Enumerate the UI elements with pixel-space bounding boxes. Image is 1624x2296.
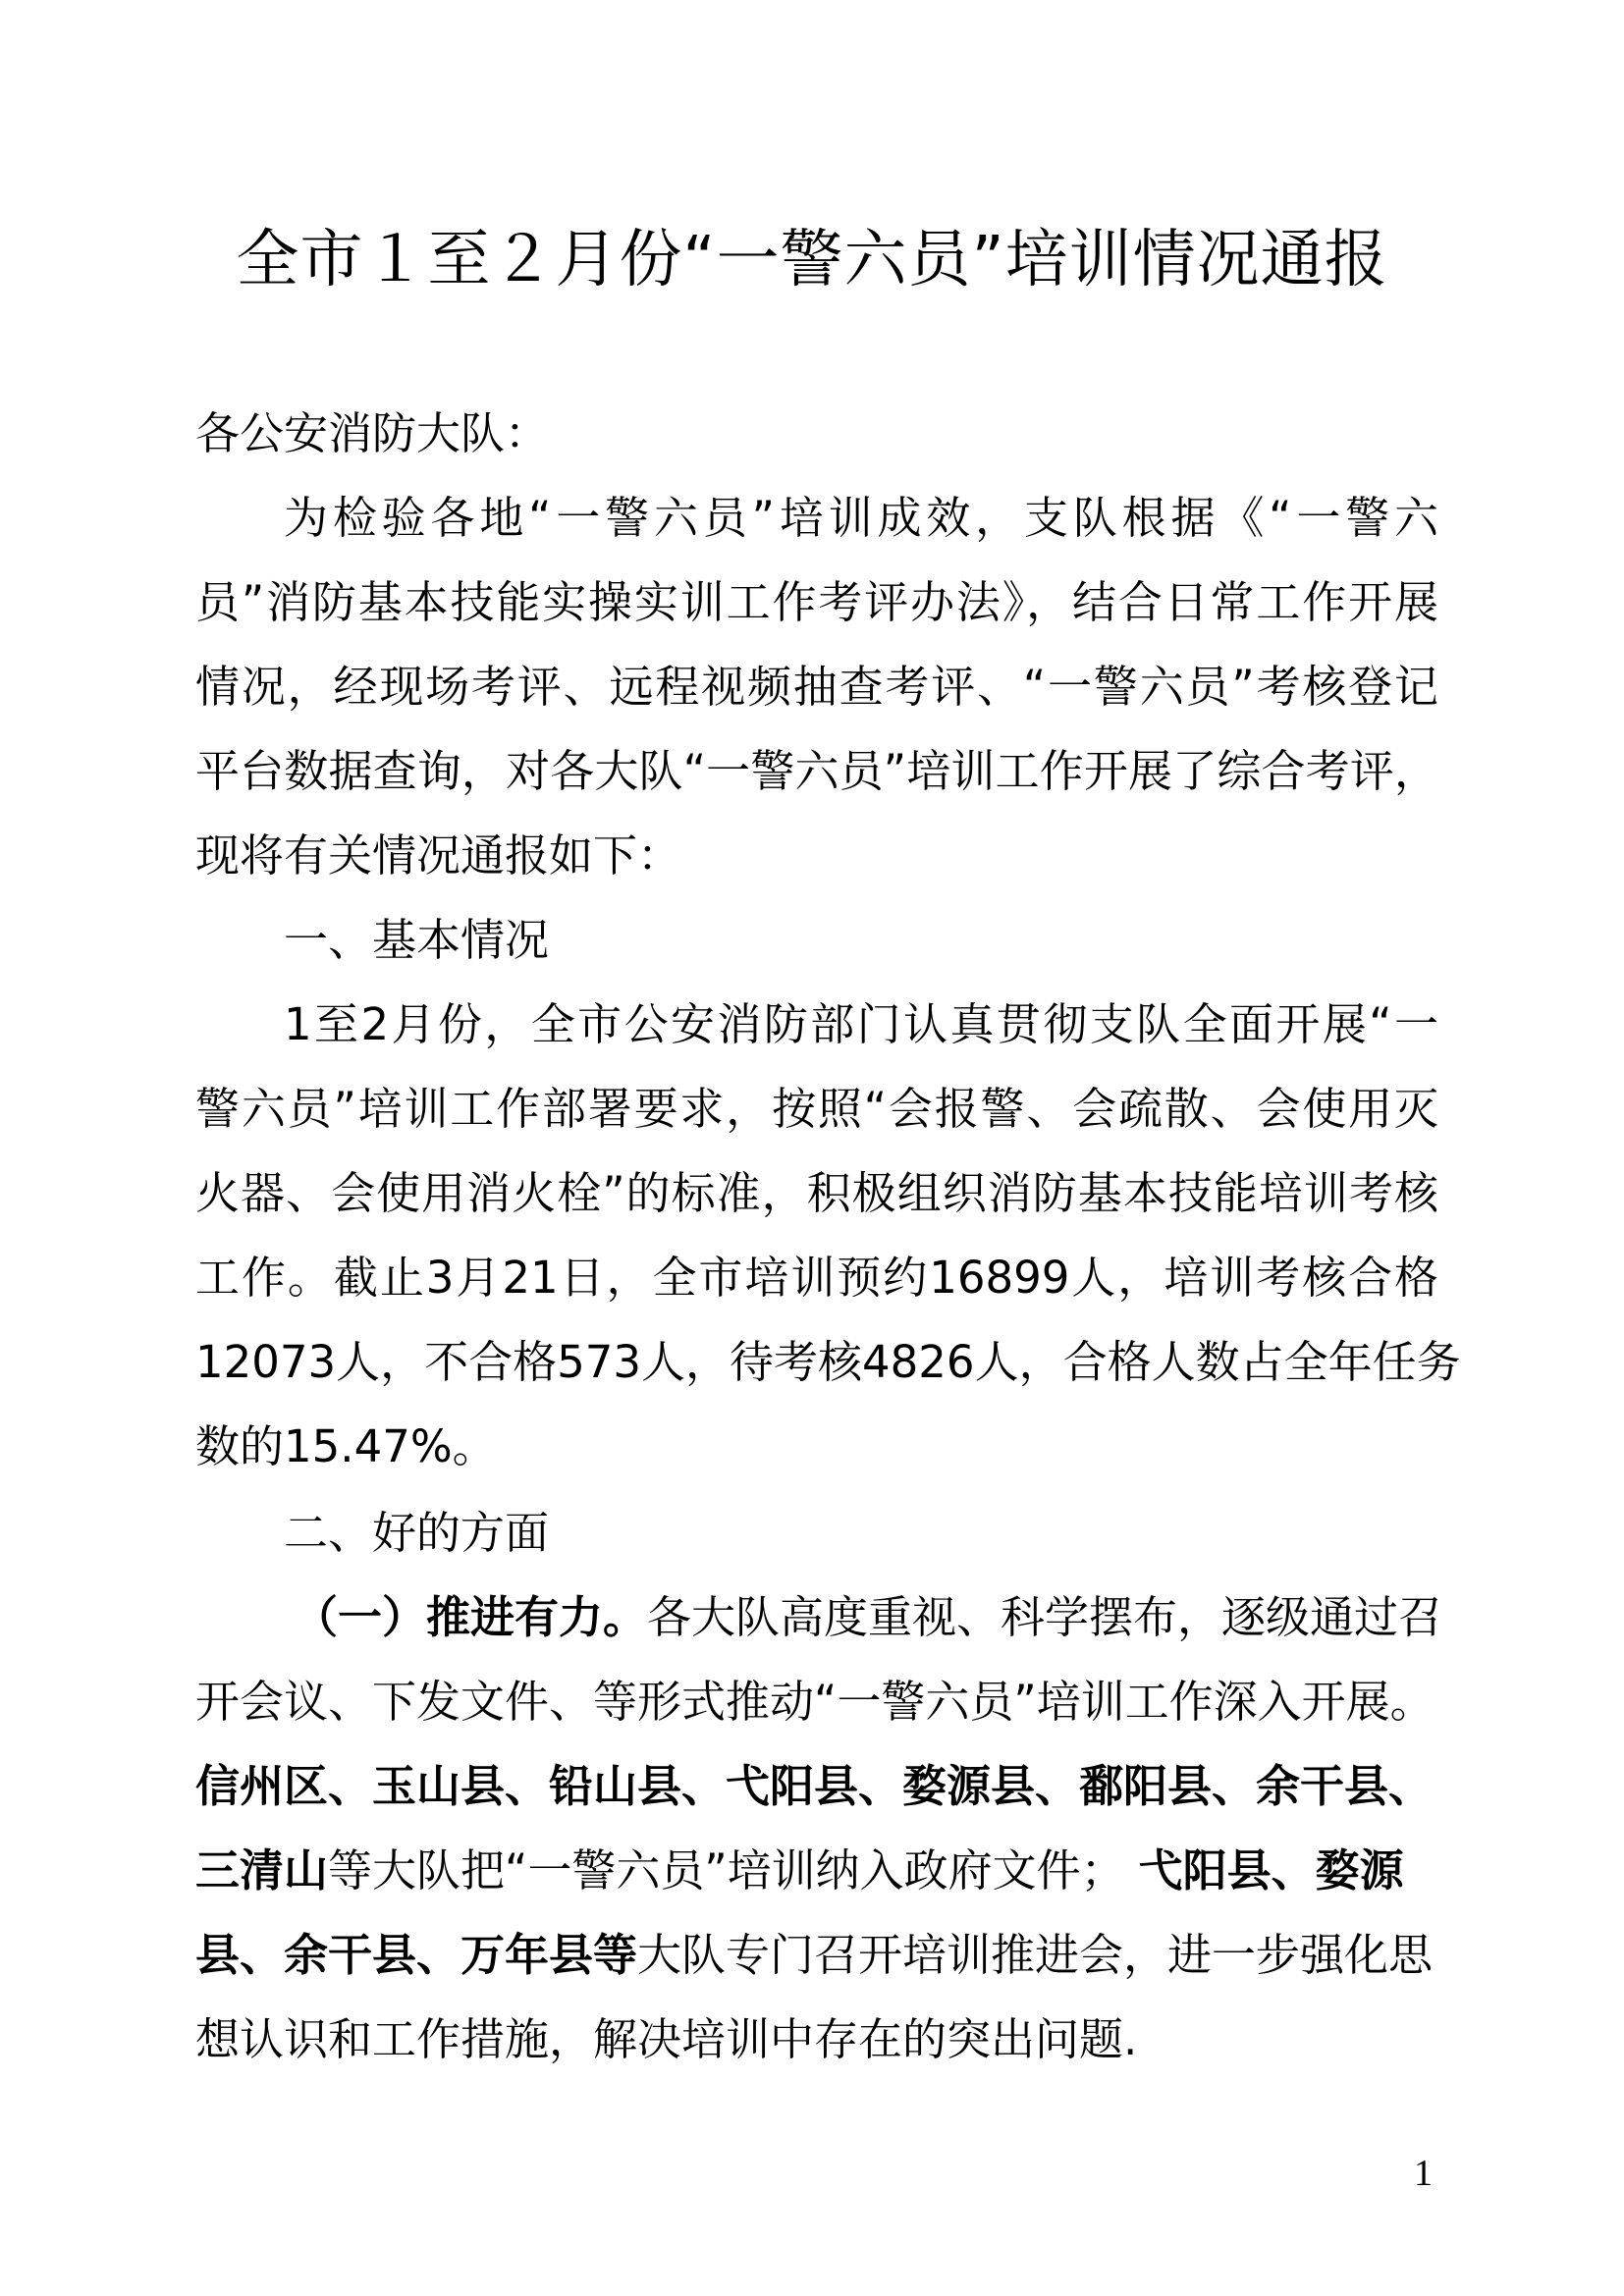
section2-item1-line-6: 想认识和工作措施，解决培训中存在的突出问题. — [195, 2013, 1138, 2065]
section2-item1-line-2: 开会议、下发文件、等形式推动“一警六员”培训工作深入开展。 — [195, 1676, 1435, 1728]
item1-label: （一）推进有力。 — [294, 1591, 648, 1643]
intro-line-4: 平台数据查询，对各大队“一警六员”培训工作开展了综合考评， — [195, 745, 1438, 797]
section1-line-5: 12073人，不合格573人，待考核4826人，合格人数占全年任务 — [195, 1336, 1461, 1388]
item1-line1-text: 各大队高度重视、科学摆布，逐级通过召 — [647, 1591, 1443, 1643]
document-title: 全市１至２月份“一警六员”培训情况通报 — [236, 224, 1388, 296]
section1-line-1: 1至2月份，全市公安消防部门认真贯彻支队全面开展“一 — [284, 998, 1438, 1050]
item1-line5-text: 大队专门召开培训推进会，进一步强化思 — [637, 1929, 1434, 1981]
intro-line-2: 员”消防基本技能实操实训工作考评办法》，结合日常工作开展 — [195, 576, 1438, 628]
intro-line-1: 为检验各地“一警六员”培训成效，支队根据《“一警六 — [284, 492, 1438, 544]
item1-line5-bold: 县、余干县、万年县等 — [195, 1929, 638, 1981]
salutation: 各公安消防大队： — [195, 407, 550, 459]
item1-line4-bold-b: 弋阳县、婺源 — [1138, 1844, 1404, 1896]
section1-line-4: 工作。截止3月21日，全市培训预约16899人，培训考核合格 — [195, 1252, 1438, 1304]
section2-item1-line-1 — [294, 1588, 1442, 1647]
item1-line4-text: 等大队把“一警六员”培训纳入政府文件； — [328, 1844, 1125, 1896]
intro-line-5: 现将有关情况通报如下： — [195, 829, 682, 881]
section1-heading: 一、基本情况 — [284, 914, 550, 966]
intro-line-3: 情况，经现场考评、远程视频抽查考评、“一警六员”考核登记 — [195, 661, 1438, 713]
section2-item1-line-4 — [195, 1842, 1404, 1900]
item1-line4-bold-a: 三清山 — [195, 1844, 329, 1896]
page-number: 1 — [1414, 2153, 1433, 2194]
section2-item1-line-5 — [195, 1926, 1433, 1985]
section2-heading: 二、好的方面 — [284, 1507, 550, 1559]
section1-line-2: 警六员”培训工作部署要求，按照“会报警、会疏散、会使用灭 — [195, 1083, 1438, 1135]
section1-line-6: 数的15.47%。 — [195, 1420, 497, 1472]
section1-line-3: 火器、会使用消火栓”的标准，积极组织消防基本技能培训考核 — [195, 1167, 1438, 1219]
section2-item1-line-3: 信州区、玉山县、铅山县、弋阳县、婺源县、鄱阳县、余干县、 — [195, 1760, 1434, 1812]
